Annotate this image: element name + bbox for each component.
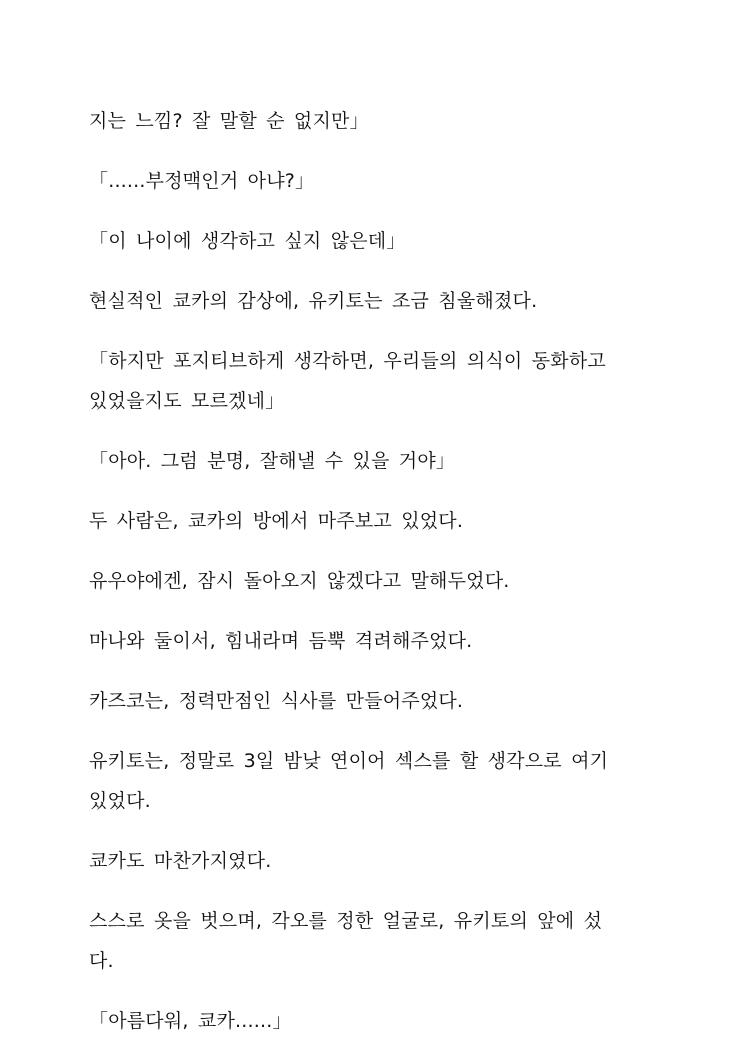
text-line: 유키토는, 정말로 3일 밤낮 연이어 섹스를 할 생각으로 여기: [89, 750, 609, 772]
paragraph: [89, 161, 649, 201]
paragraph: [89, 1001, 649, 1041]
text-line: 있었을지도 모르겠네」: [89, 390, 285, 412]
text-line: 쿄카도 마찬가지였다.: [89, 850, 272, 872]
paragraph: [89, 741, 649, 821]
text-line: 「하지만 포지티브하게 생각하면, 우리들의 의식이 동화하고: [89, 350, 606, 372]
paragraph: [89, 441, 649, 481]
paragraph: [89, 841, 649, 881]
paragraph: [89, 501, 649, 541]
paragraph: [89, 221, 649, 261]
paragraph: [89, 561, 649, 601]
text-line: 유우야에겐, 잠시 돌아오지 않겠다고 말해두었다.: [89, 570, 510, 592]
text-line: 「아름다워, 쿄카......」: [89, 1010, 292, 1032]
paragraph: [89, 901, 649, 981]
paragraph: [89, 281, 649, 321]
text-line: 스스로 옷을 벗으며, 각오를 정한 얼굴로, 유키토의 앞에 섰: [89, 910, 603, 932]
text-line: 카즈코는, 정력만점인 식사를 만들어주었다.: [89, 690, 464, 712]
text-line: 「아아. 그럼 분명, 잘해낼 수 있을 거야」: [89, 450, 456, 472]
paragraph: [89, 681, 649, 721]
paragraph: [89, 621, 649, 661]
text-line: 「......부정맥인거 아냐?」: [89, 170, 315, 192]
text-line: 「이 나이에 생각하고 싶지 않은데」: [89, 230, 406, 252]
paragraph: [89, 341, 649, 421]
text-line: 있었다.: [89, 790, 151, 812]
text-line: 두 사람은, 쿄카의 방에서 마주보고 있었다.: [89, 510, 464, 532]
text-line: 다.: [89, 950, 114, 972]
text-line: 마나와 둘이서, 힘내라며 듬뿍 격려해주었다.: [89, 630, 473, 652]
text-line: 지는 느낌? 잘 말할 순 없지만」: [89, 110, 369, 132]
text-line: 현실적인 쿄카의 감상에, 유키토는 조금 침울해졌다.: [89, 290, 538, 312]
paragraph: [89, 101, 649, 141]
document-body: [89, 101, 649, 1061]
